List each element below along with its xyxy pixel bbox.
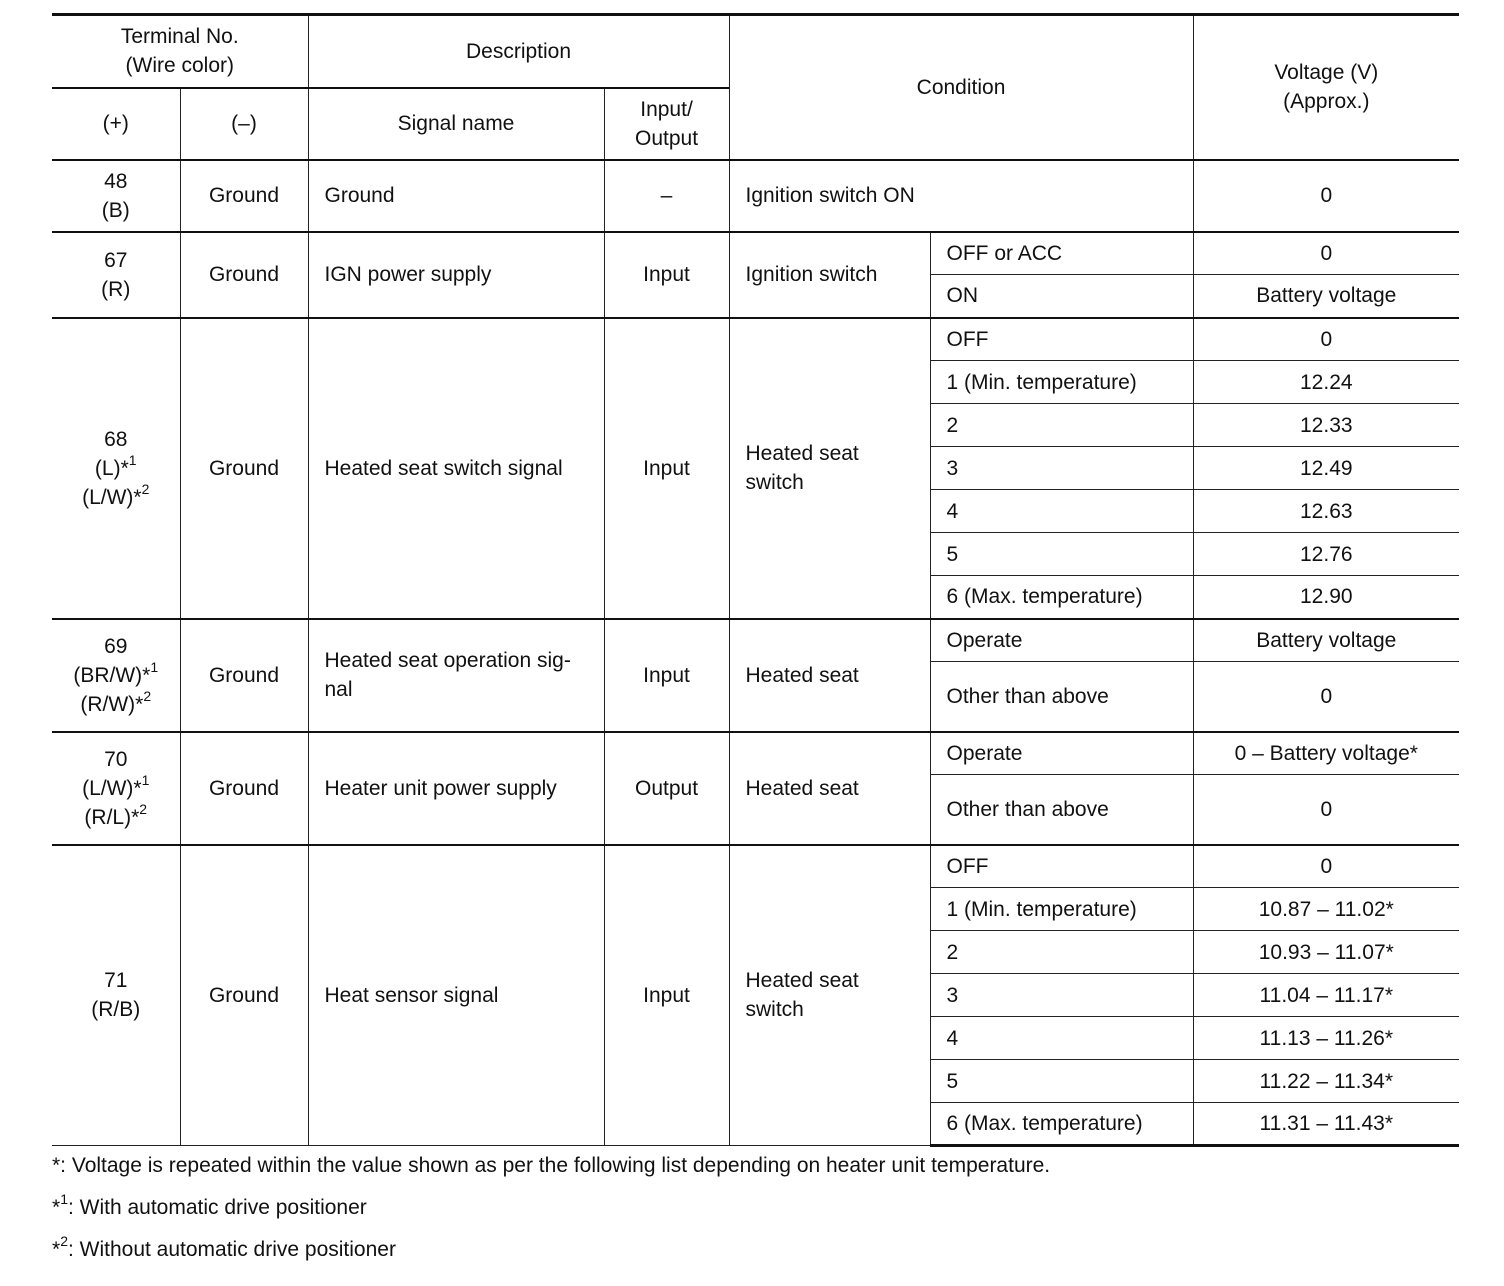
condition-cell: [729, 318, 930, 619]
voltage-cell: 10.93 – 11.07*: [1193, 931, 1459, 974]
wire-color-text: (L)*: [94, 456, 129, 480]
terminal-voltage-table: [52, 13, 1459, 1147]
wire-color-1: [52, 451, 180, 483]
voltage-cell: 12.33: [1193, 404, 1459, 447]
terminal-table-container: [52, 13, 1459, 1147]
terminal-cell: [52, 619, 180, 732]
terminal-number: 69: [104, 634, 128, 658]
header-signal-name: Signal name: [308, 88, 604, 160]
footnote-ref: 1: [128, 451, 137, 468]
wire-color: (B): [101, 198, 130, 222]
ground-cell: Ground: [180, 732, 308, 845]
wire-color-2: [52, 800, 180, 832]
ground-cell: Ground: [180, 318, 308, 619]
voltage-cell: 10.87 – 11.02*: [1193, 888, 1459, 931]
footnote-ref: 2: [143, 687, 152, 704]
signal-name-cell: Heat sensor signal: [308, 845, 604, 1146]
wire-color-text: (R/W)*: [80, 692, 144, 716]
header-terminal-label: Terminal No.: [120, 25, 239, 49]
header-input-output: [604, 88, 729, 160]
wire-color-2: [52, 480, 180, 512]
terminal-number: 48: [104, 169, 128, 193]
header-plus: (+): [52, 88, 180, 160]
wire-color-text: (L/W)*: [82, 776, 142, 800]
header-voltage: [1193, 15, 1459, 160]
voltage-cell: 11.13 – 11.26*: [1193, 1017, 1459, 1060]
footnote-star: *: Voltage is repeated within the value shown as per the following list depending on heater unit temperature.: [52, 1154, 1051, 1177]
voltage-cell: 11.04 – 11.17*: [1193, 974, 1459, 1017]
state-cell: 1 (Min. temperature): [930, 888, 1193, 931]
state-cell: 4: [930, 1017, 1193, 1060]
signal-line1: Heated seat operation sig-: [324, 649, 571, 672]
footnote-ref: 2: [139, 800, 148, 817]
header-terminal: [52, 15, 308, 88]
voltage-cell: 0: [1193, 845, 1459, 888]
table-row: [52, 160, 1459, 232]
wire-color: (R): [101, 277, 131, 301]
io-cell: Input: [604, 318, 729, 619]
voltage-cell: 0: [1193, 160, 1459, 232]
state-cell: Operate: [930, 732, 1193, 775]
table-row: [52, 318, 1459, 361]
wire-color-text: (BR/W)*: [73, 663, 151, 687]
voltage-cell: 11.22 – 11.34*: [1193, 1060, 1459, 1103]
voltage-cell: 0: [1193, 662, 1459, 732]
condition-cell: Heated seat: [729, 732, 930, 845]
terminal-number: 68: [104, 427, 128, 451]
state-cell: 6 (Max. temperature): [930, 1103, 1193, 1146]
footnote-2: [52, 1233, 396, 1263]
footnote-ref: 2: [141, 480, 150, 497]
condition-cell: Ignition switch: [729, 232, 930, 318]
voltage-cell: 0: [1193, 775, 1459, 845]
voltage-cell: 12.63: [1193, 490, 1459, 533]
terminal-number: 71: [104, 969, 128, 993]
ground-cell: Ground: [180, 232, 308, 318]
state-cell: 3: [930, 447, 1193, 490]
wire-color-2: [52, 687, 180, 719]
condition-line1: Heated seat: [745, 969, 859, 993]
footnote-sup: 2: [60, 1233, 68, 1249]
table-row: [52, 232, 1459, 275]
wire-color-1: [52, 658, 180, 690]
state-cell: 1 (Min. temperature): [930, 361, 1193, 404]
terminal-cell: [52, 845, 180, 1146]
terminal-number: 67: [104, 248, 128, 272]
voltage-cell: 11.31 – 11.43*: [1193, 1103, 1459, 1146]
footnote-ref: 1: [141, 771, 150, 788]
state-cell: OFF: [930, 845, 1193, 888]
condition-line2: switch: [745, 471, 804, 494]
state-cell: 3: [930, 974, 1193, 1017]
signal-line2: nal: [324, 678, 353, 701]
voltage-cell: Battery voltage: [1193, 619, 1459, 662]
wire-color-1: [52, 771, 180, 803]
state-cell: 6 (Max. temperature): [930, 576, 1193, 619]
voltage-cell: 0 – Battery voltage*: [1193, 732, 1459, 775]
state-cell: OFF or ACC: [930, 232, 1193, 275]
state-cell: 5: [930, 533, 1193, 576]
signal-name-cell: [308, 619, 604, 732]
signal-name-cell: IGN power supply: [308, 232, 604, 318]
header-condition: Condition: [729, 15, 1193, 160]
condition-cell: Heated seat: [729, 619, 930, 732]
header-io-line2: Output: [634, 126, 699, 150]
table-row: [52, 619, 1459, 662]
wire-color-text: (L/W)*: [82, 485, 142, 509]
wire-color: (R/B): [91, 998, 141, 1022]
signal-name-cell: Ground: [308, 160, 604, 232]
condition-line2: switch: [745, 998, 804, 1022]
voltage-cell: 12.24: [1193, 361, 1459, 404]
header-io-line1: Input/: [640, 97, 693, 121]
footnote-1: [52, 1191, 367, 1221]
terminal-cell: [52, 318, 180, 619]
footnote-ref: 1: [150, 658, 159, 675]
state-cell: 2: [930, 404, 1193, 447]
header-wire-color-label: (Wire color): [125, 54, 234, 78]
state-cell: Other than above: [930, 662, 1193, 732]
footnote-text: : Without automatic drive positioner: [67, 1238, 396, 1261]
ground-cell: Ground: [180, 160, 308, 232]
signal-name-cell: Heated seat switch signal: [308, 318, 604, 619]
table-row: [52, 845, 1459, 888]
voltage-cell: Battery voltage: [1193, 275, 1459, 318]
ground-cell: Ground: [180, 845, 308, 1146]
terminal-cell: [52, 732, 180, 845]
io-cell: Input: [604, 845, 729, 1146]
state-cell: 5: [930, 1060, 1193, 1103]
io-cell: Output: [604, 732, 729, 845]
condition-cell: [729, 845, 930, 1146]
io-cell: Input: [604, 232, 729, 318]
state-cell: Operate: [930, 619, 1193, 662]
condition-cell: Ignition switch ON: [729, 160, 1193, 232]
state-cell: Other than above: [930, 775, 1193, 845]
header-approx-label: (Approx.): [1283, 90, 1370, 114]
terminal-number: 70: [104, 747, 128, 771]
voltage-cell: 0: [1193, 318, 1459, 361]
footnote-text: : With automatic drive positioner: [67, 1196, 367, 1219]
voltage-cell: 0: [1193, 232, 1459, 275]
footnote-mark: *: [52, 1196, 61, 1219]
wire-color-text: (R/L)*: [84, 805, 140, 829]
voltage-cell: 12.76: [1193, 533, 1459, 576]
state-cell: OFF: [930, 318, 1193, 361]
signal-name-cell: Heater unit power supply: [308, 732, 604, 845]
header-minus: (–): [180, 88, 308, 160]
voltage-cell: 12.90: [1193, 576, 1459, 619]
io-cell: –: [604, 160, 729, 232]
footnote-mark: *: [52, 1238, 61, 1261]
header-description: Description: [308, 15, 729, 88]
table-row: [52, 732, 1459, 775]
footnote-sup: 1: [60, 1191, 68, 1207]
ground-cell: Ground: [180, 619, 308, 732]
condition-line1: Heated seat: [745, 442, 859, 465]
state-cell: ON: [930, 275, 1193, 318]
state-cell: 4: [930, 490, 1193, 533]
header-voltage-label: Voltage (V): [1274, 61, 1379, 85]
terminal-cell: [52, 232, 180, 318]
io-cell: Input: [604, 619, 729, 732]
terminal-cell: [52, 160, 180, 232]
voltage-cell: 12.49: [1193, 447, 1459, 490]
state-cell: 2: [930, 931, 1193, 974]
